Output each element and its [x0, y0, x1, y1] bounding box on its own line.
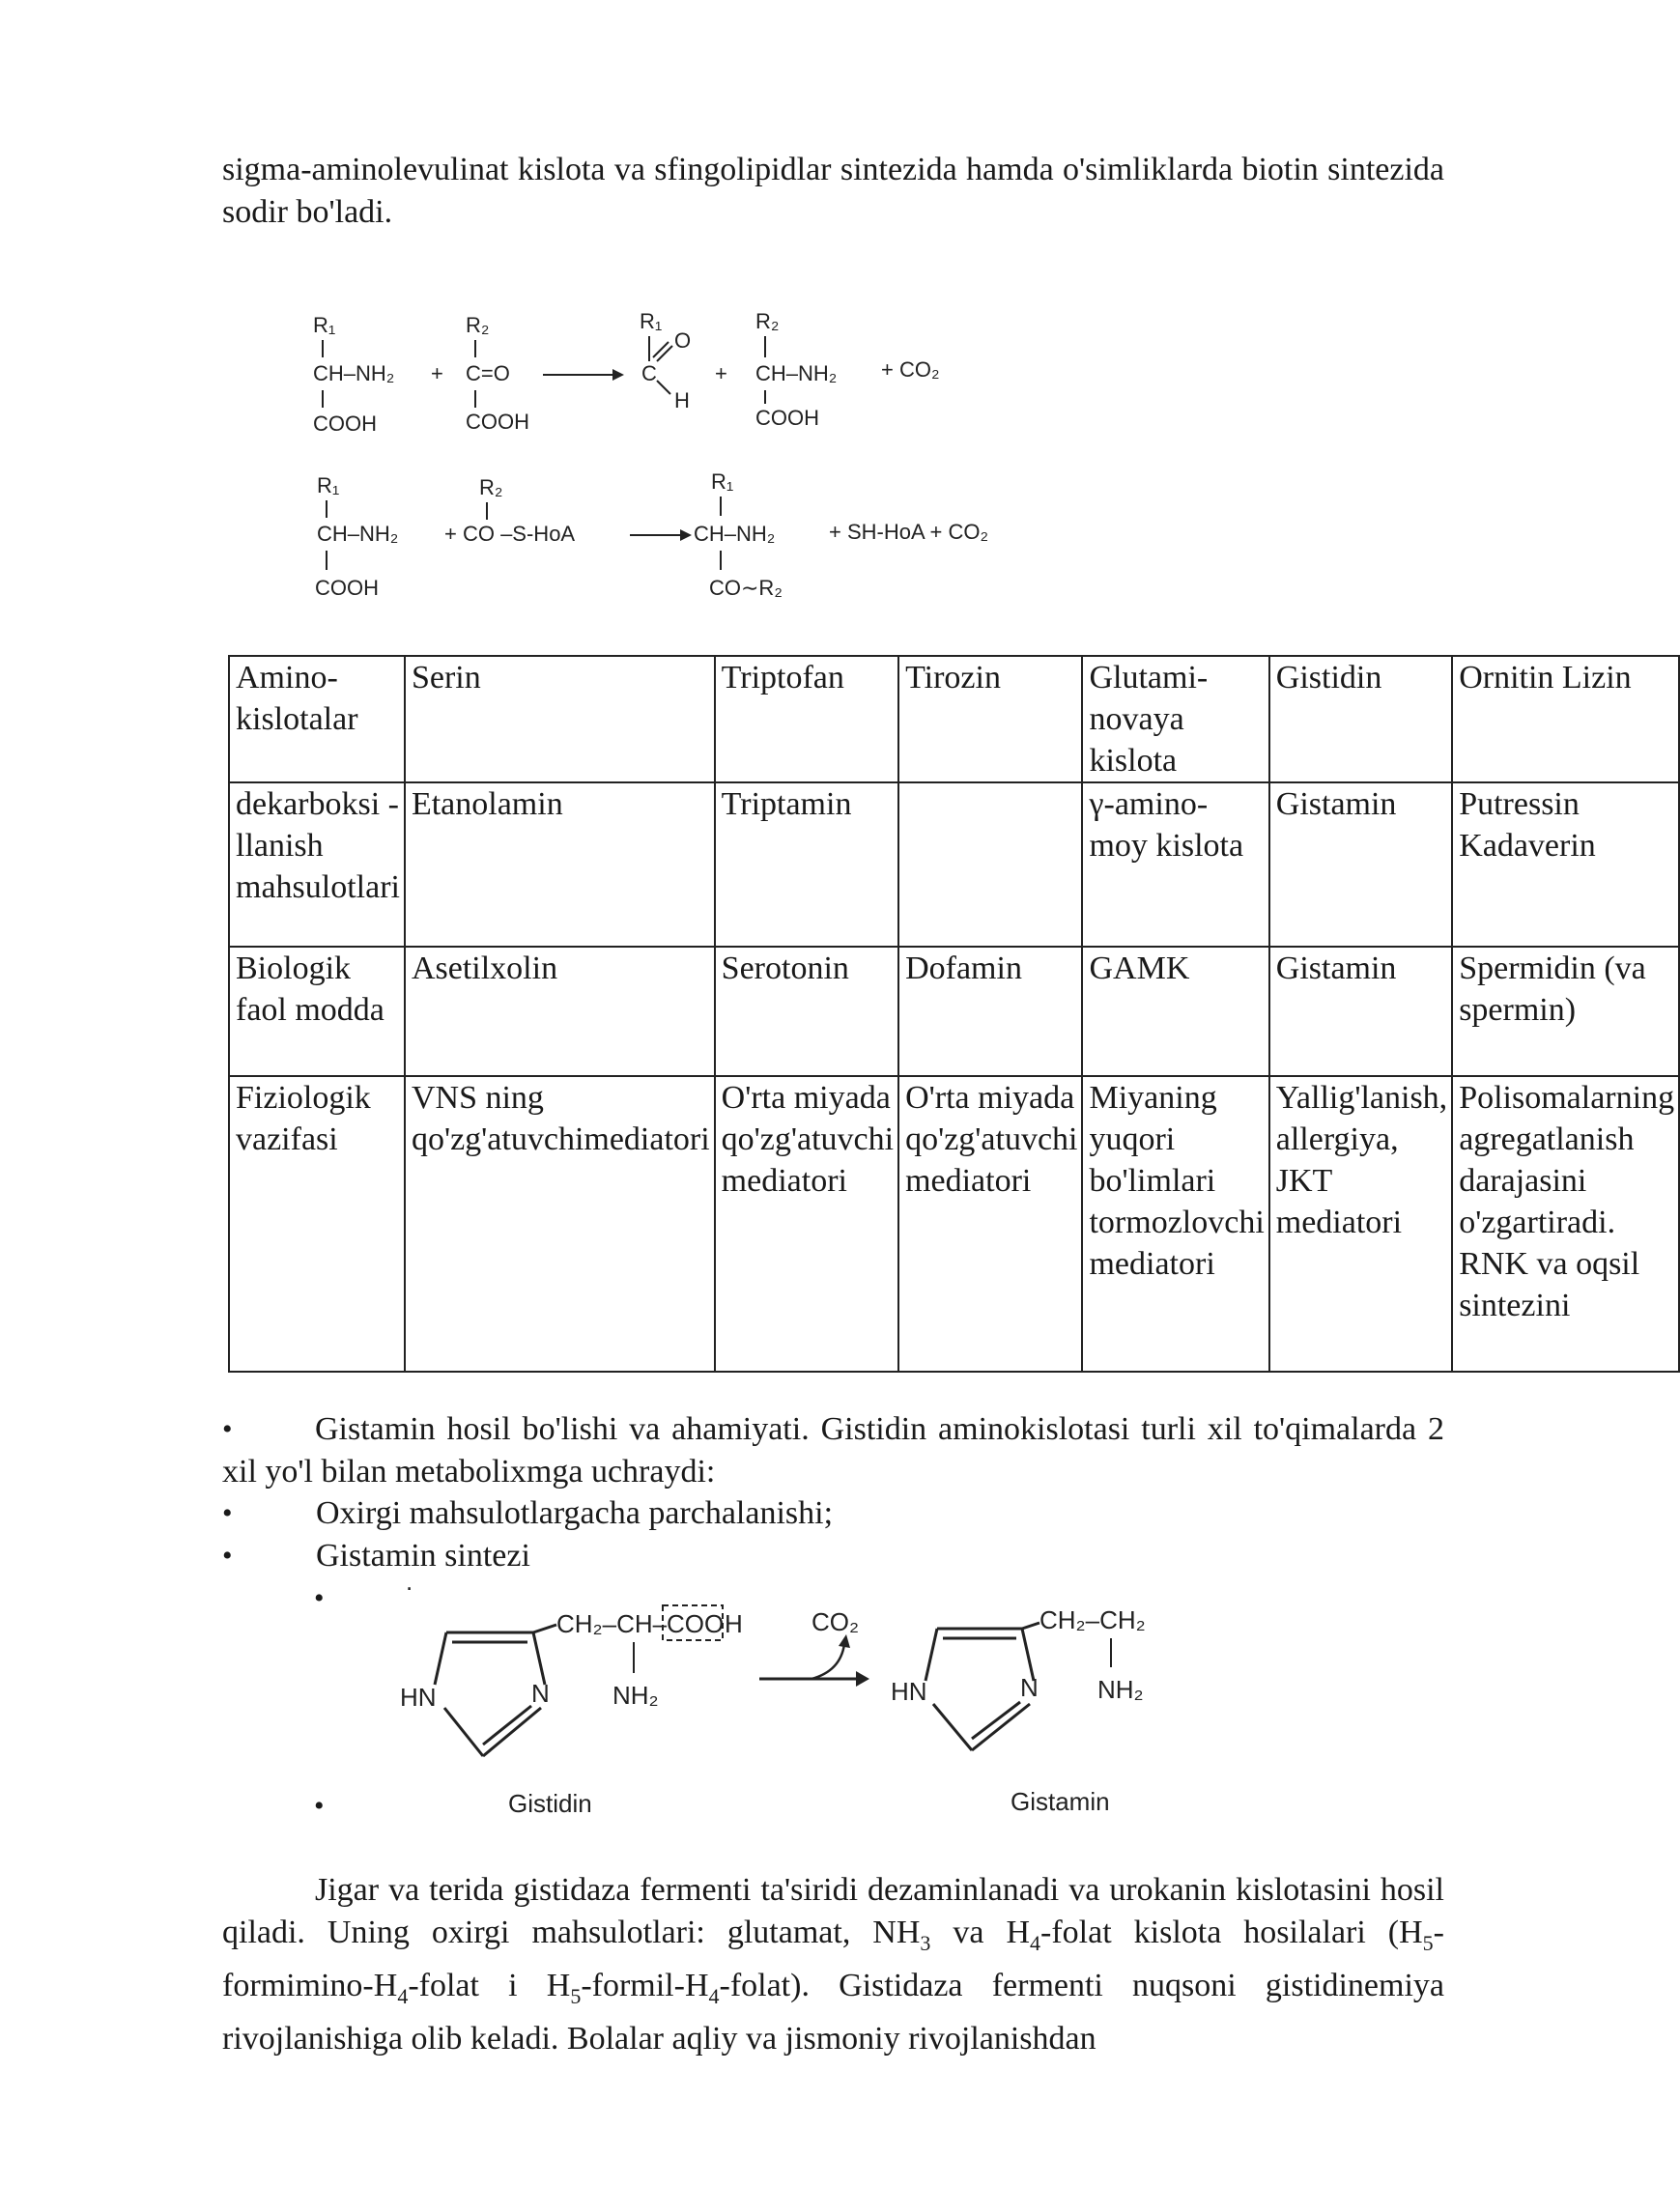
table-cell: GAMK [1082, 947, 1268, 1076]
cooh-label-2: COOH [466, 410, 529, 434]
table-cell: Putressin Kadaverin [1452, 782, 1679, 947]
bullet-item: Oxirgi mahsulotlargacha parchalanishi; [316, 1495, 834, 1531]
subscript: 4 [708, 1983, 720, 2008]
oxygen-label: O [674, 328, 692, 353]
histidine-chain-label: CH₂–CH– [556, 1609, 668, 1638]
intro-paragraph: sigma-aminolevulinat kislota va sfingolipidlar sintezida hamda o'simliklarda biotin sintezida sodir bo'ladi. [222, 152, 1444, 230]
cooh-label: COOH [313, 411, 377, 436]
table-header-cell: Glutami-novaya kislota [1082, 656, 1268, 782]
table-row [229, 1076, 1679, 1372]
r2-label-3: R₂ [479, 475, 503, 499]
table-header-cell: Ornitin Lizin [1452, 656, 1679, 782]
r1-label-2: R₁ [640, 309, 663, 333]
r2-label: R₂ [466, 313, 490, 337]
table-header-cell: Amino-kislotalar [229, 656, 405, 782]
ch-nh2-label-2: CH–NH₂ [755, 361, 838, 385]
r1-label-4: R₁ [711, 469, 734, 494]
acyl-coa-reaction-diagram [290, 469, 1063, 614]
table-cell: O'rta miyada qo'zg'atuvchi mediatori [715, 1076, 898, 1372]
amino-acid-table [228, 655, 1680, 1373]
ch-nh2-label-3: CH–NH₂ [317, 522, 399, 546]
table-cell: Spermidin (va spermin) [1452, 947, 1679, 1076]
table-cell: Miyaning yuqori bo'limlari tormozlovchi mediatori [1082, 1076, 1268, 1372]
table-row [229, 947, 1679, 1076]
c-o-label: C=O [466, 361, 510, 385]
text-run: -formimino-H [222, 1915, 1444, 2003]
table-cell: VNS ning qo'zg'atuvchimediatori [405, 1076, 715, 1372]
co-s-hoa-label: + CO –S-HoA [444, 522, 576, 546]
text-run: Jigar va terida gistidaza fermenti ta'siridi dezaminlanadi va urokanin kislotasini hosil qiladi. Uning oxirgi mahsulotlari: glutamat, NH [222, 1872, 1444, 1950]
co2-label-2: CO₂ [812, 1607, 860, 1636]
bullet-marker: • [222, 1497, 233, 1529]
gistamin-paragraph: Gistamin hosil bo'lishi va ahamiyati. Gistidin aminokislotasi turli xil to'qimalarda 2 xil yo'l bilan metabolixmga uchraydi: [222, 1411, 1444, 1490]
table-header-cell: Serin [405, 656, 715, 782]
plus-sign-2: + [715, 361, 727, 385]
hydrogen-label-2: H [725, 1609, 743, 1638]
table-cell: Asetilxolin [405, 947, 715, 1076]
histamine-chain-label: CH₂–CH₂ [1039, 1605, 1146, 1634]
text-run: -folat kislota hosilalari (H [1040, 1915, 1423, 1950]
co2-label: + CO₂ [881, 357, 940, 382]
table-cell: O'rta miyada qo'zg'atuvchi mediatori [898, 1076, 1082, 1372]
bullet-marker: • [222, 1413, 233, 1445]
ch-nh2-label-4: CH–NH₂ [694, 522, 776, 546]
bullet-marker: • [222, 1540, 233, 1572]
table-header-cell: Tirozin [898, 656, 1082, 782]
carboxyl-label: COO [667, 1609, 725, 1638]
table-cell: Gistamin [1269, 782, 1452, 947]
subscript: 5 [1422, 1930, 1434, 1955]
carbon-label: C [641, 361, 657, 385]
table-cell: dekarboksi - llanish mahsulotlari [229, 782, 405, 947]
subscript: 4 [397, 1983, 409, 2008]
n-label: N [531, 1679, 550, 1708]
final-paragraph [222, 1869, 1444, 2060]
histamine-caption: Gistamin [1011, 1787, 1110, 1816]
table-cell: Gistamin [1269, 947, 1452, 1076]
table-header-cell: Triptofan [715, 656, 898, 782]
table-cell: Polisomalarning agregatlanish darajasini o'zgartiradi. RNK va oqsil sintezini [1452, 1076, 1679, 1372]
table-row [229, 656, 1679, 782]
table-cell: Yallig'lanish, allergiya, JKT mediatori [1269, 1076, 1452, 1372]
hydrogen-label: H [674, 388, 690, 412]
table-cell: Biologik faol modda [229, 947, 405, 1076]
cooh-label-3: COOH [755, 406, 819, 430]
bullet-marker: • [314, 1790, 325, 1822]
r1-label-3: R₁ [317, 473, 340, 497]
table-cell: Fiziologik vazifasi [229, 1076, 405, 1372]
table-cell [898, 782, 1082, 947]
cooh-label-4: COOH [315, 576, 379, 600]
table-cell: Serotonin [715, 947, 898, 1076]
histidine-caption: Gistidin [508, 1789, 592, 1818]
transamination-reaction-diagram [290, 307, 985, 452]
text-run: -folat). Gistidaza fermenti nuqsoni gistidinemiya rivojlanishiga olib keladi. Bolalar aqliy va jismoniy rivojlanishdan [222, 1967, 1444, 2057]
table-row [229, 782, 1679, 947]
text-run: va H [930, 1915, 1031, 1950]
subscript: 4 [1030, 1930, 1041, 1955]
r1-label: R₁ [313, 313, 336, 337]
co-r2-label: CO∼R₂ [709, 576, 783, 600]
subscript: 3 [920, 1930, 931, 1955]
dot-mark: . [406, 1567, 413, 1596]
ch-nh2-label: CH–NH₂ [313, 361, 395, 385]
bullet-marker: • [314, 1582, 325, 1614]
table-cell: Etanolamin [405, 782, 715, 947]
table-cell: Triptamin [715, 782, 898, 947]
hn-label-2: HN [891, 1677, 927, 1706]
hn-label: HN [400, 1683, 437, 1712]
table-cell: γ-amino-moy kislota [1082, 782, 1268, 947]
nh2-label: NH₂ [612, 1681, 659, 1710]
table-header-cell: Gistidin [1269, 656, 1452, 782]
table-cell: Dofamin [898, 947, 1082, 1076]
nh2-label-2: NH₂ [1097, 1675, 1144, 1704]
plus-sign: + [431, 361, 443, 385]
n-label-2: N [1020, 1673, 1039, 1702]
sh-hoa-co2-label: + SH-HoA + CO₂ [829, 520, 989, 544]
histidine-decarboxylation-diagram [386, 1567, 1179, 1835]
text-run: -folat i H [408, 1967, 571, 2003]
r2-label-2: R₂ [755, 309, 780, 333]
text-run: -formil-H [581, 1967, 709, 2003]
bullet-item: Gistamin sintezi [316, 1538, 530, 1574]
subscript: 5 [570, 1983, 582, 2008]
